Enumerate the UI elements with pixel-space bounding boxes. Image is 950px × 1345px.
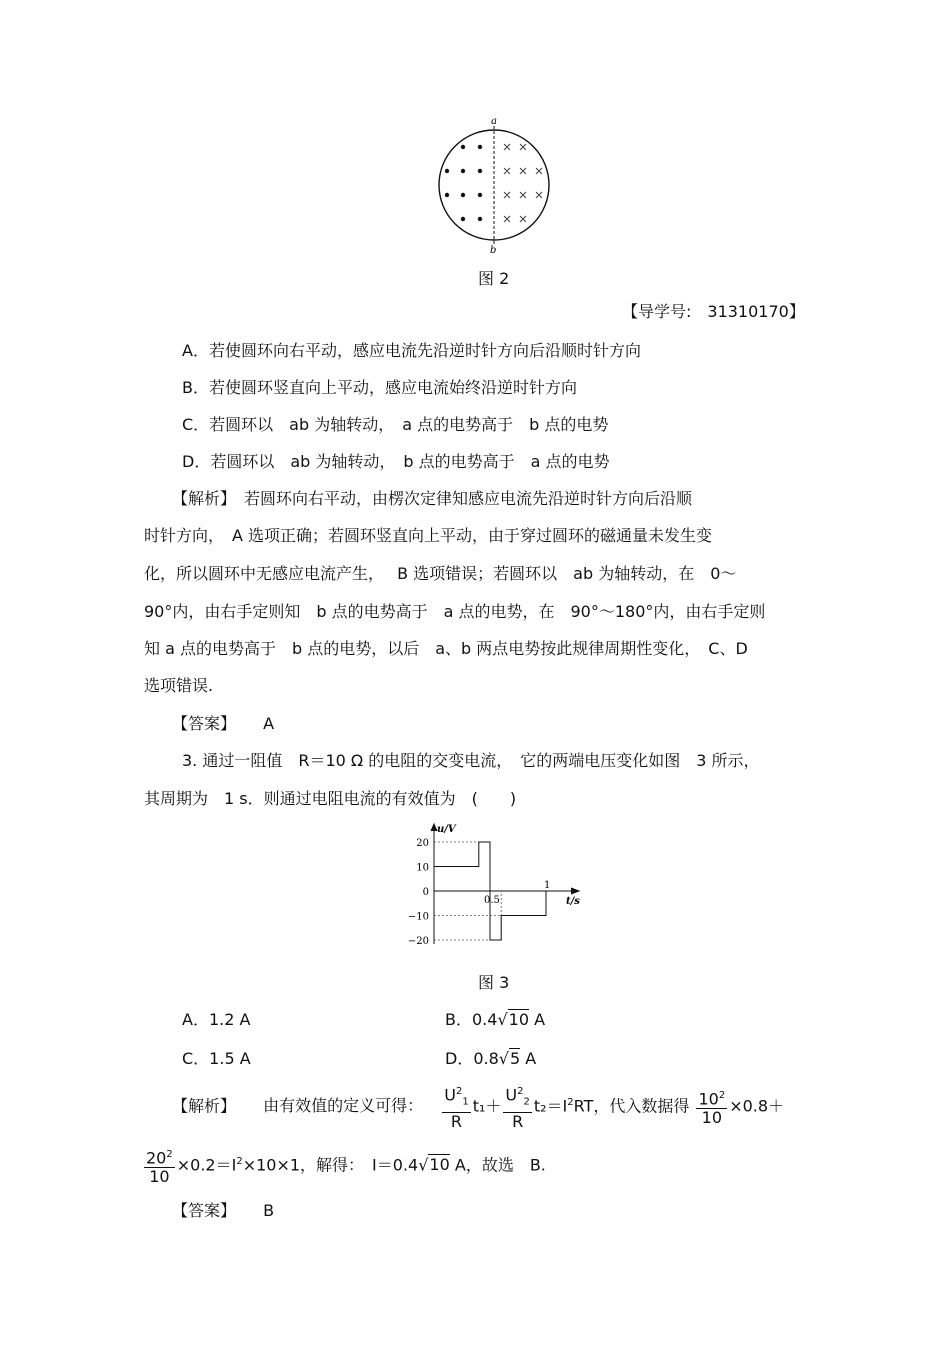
x-tick-label: 1 (544, 880, 551, 891)
q3-analysis-intro: 由有效值的定义可得： (263, 1096, 424, 1116)
q3-option-d-unit: A (520, 1049, 537, 1068)
q3-stem-line-2: 其周期为 1 s．则通过电阻电流的有效值为 ( ) (144, 789, 517, 808)
fraction-u2-over-r: $\frac{U^2_2}{R}$ (503, 1083, 531, 1131)
q3-option-c: C．1.5 A (182, 1049, 251, 1068)
q3-analysis-label: 【解析】 (172, 1096, 237, 1116)
fraction-u1-over-r: $\frac{U^2_1}{R}$ (442, 1083, 470, 1131)
chart-axes (431, 824, 579, 944)
sqrt-icon: √ (498, 1049, 509, 1068)
y-axis-label: u/V (437, 824, 456, 835)
field-crosses-in (504, 144, 542, 222)
x-tick-label: 0.5 (484, 895, 500, 906)
q2-option-d: D．若圆环以 ab 为轴转动， b 点的电势高于 a 点的电势 (182, 452, 610, 471)
q3-answer-label: 【答案】 (172, 1201, 237, 1220)
term-solve: ×10×1，解得： I＝0.4 (242, 1155, 419, 1175)
figure-2-diagram (430, 115, 560, 255)
sqrt-icon: √ (497, 1010, 508, 1029)
q2-analysis-line-3: 化，所以圆环中无感应电流产生， B 选项错误；若圆环以 ab 为轴转动，在 0～ (144, 564, 737, 583)
term-t2: t₂＝I (533, 1096, 568, 1116)
q3-option-b-prefix: B．0.4 (445, 1010, 498, 1029)
q2-answer-value: A (263, 714, 275, 733)
q3-answer-value: B (263, 1201, 275, 1220)
q3-option-b-unit: A (529, 1010, 546, 1029)
q3-answer (172, 1201, 274, 1221)
field-dots-out (445, 145, 482, 221)
figure-2-caption: 图 2 (478, 269, 510, 288)
q2-analysis-line-1: 【解析】 若圆环向右平动，由楞次定律知感应电流先沿逆时针方向后沿顺 (172, 489, 693, 508)
q2-answer (172, 714, 274, 734)
label-a: a (491, 116, 497, 127)
q2-analysis-line-4: 90°内，由右手定则知 b 点的电势高于 a 点的电势，在 90°～180°内，由右手定则 (144, 602, 766, 621)
fraction-10sq-over-10: $\frac{10^2}{10}$ (696, 1087, 727, 1127)
q2-analysis-line-2: 时针方向， A 选项正确；若圆环竖直向上平动，由于穿过圆环的磁通量未发生变 (144, 526, 713, 545)
q3-option-a: A．1.2 A (182, 1010, 251, 1029)
y-tick-label: −20 (407, 936, 429, 947)
figure-3-chart (398, 818, 588, 948)
q3-option-b (445, 1010, 545, 1030)
y-tick-label: 20 (416, 838, 429, 849)
fraction-20sq-over-10: $\frac{20^2}{10}$ (144, 1146, 175, 1186)
q2-analysis-line-6: 选项错误. (144, 676, 214, 695)
y-tick-label: −10 (407, 911, 429, 923)
term-mul-0-2: ×0.2＝I (176, 1155, 237, 1175)
label-b: b (490, 245, 497, 255)
sqrt-icon: √ (418, 1155, 429, 1175)
q2-answer-label: 【答案】 (172, 714, 237, 733)
q3-option-d (445, 1049, 536, 1069)
term-rt: RT，代入数据得 (573, 1096, 690, 1116)
guide-number: 【导学号: 31310170】 (622, 302, 805, 321)
y-tick-label: 10 (416, 862, 429, 874)
term-t1: t₁＋ (472, 1096, 502, 1116)
q2-option-c: C．若圆环以 ab 为轴转动， a 点的电势高于 b 点的电势 (182, 415, 609, 434)
q2-option-a: A．若使圆环向右平动，感应电流先沿逆时针方向后沿顺时针方向 (182, 341, 641, 360)
q3-option-d-radicand: 5 (509, 1049, 521, 1068)
q3-analysis-line-1: 【解析】 由有效值的定义可得： $\frac{U^2_1}{R}$ t₁＋ $\frac{U^2_2}{R}$ $t_2=I^2RT$，代入数据得 $\frac{10^2}{10}$ ×0.8＋ (172, 1083, 784, 1131)
q3-stem-line-1: 3. 通过一阻值 R＝10 Ω 的电阻的交变电流， 它的两端电压变化如图 3 所示， (182, 751, 760, 770)
figure-3-caption: 图 3 (478, 973, 510, 992)
term-mul-0-8: ×0.8＋ (729, 1096, 785, 1116)
result-radicand: 10 (429, 1155, 450, 1175)
q2-option-b: B．若使圆环竖直向上平动，感应电流始终沿逆时针方向 (182, 378, 577, 397)
y-tick-label: 0 (422, 887, 429, 898)
q3-analysis-line-2: $\frac{20^2}{10}$ $\times 0.2=I^2\times 10\times 1$，解得： I＝0.4√10 A，故选 B. (142, 1142, 546, 1186)
q3-option-d-prefix: D．0.8 (445, 1049, 499, 1068)
term-choose-b: A，故选 B. (449, 1155, 546, 1175)
x-axis-label: t/s (566, 896, 580, 907)
q3-option-b-radicand: 10 (508, 1010, 529, 1029)
q2-analysis-line-5: 知 a 点的电势高于 b 点的电势，以后 a、b 两点电势按此规律周期性变化， C、D (144, 639, 748, 658)
